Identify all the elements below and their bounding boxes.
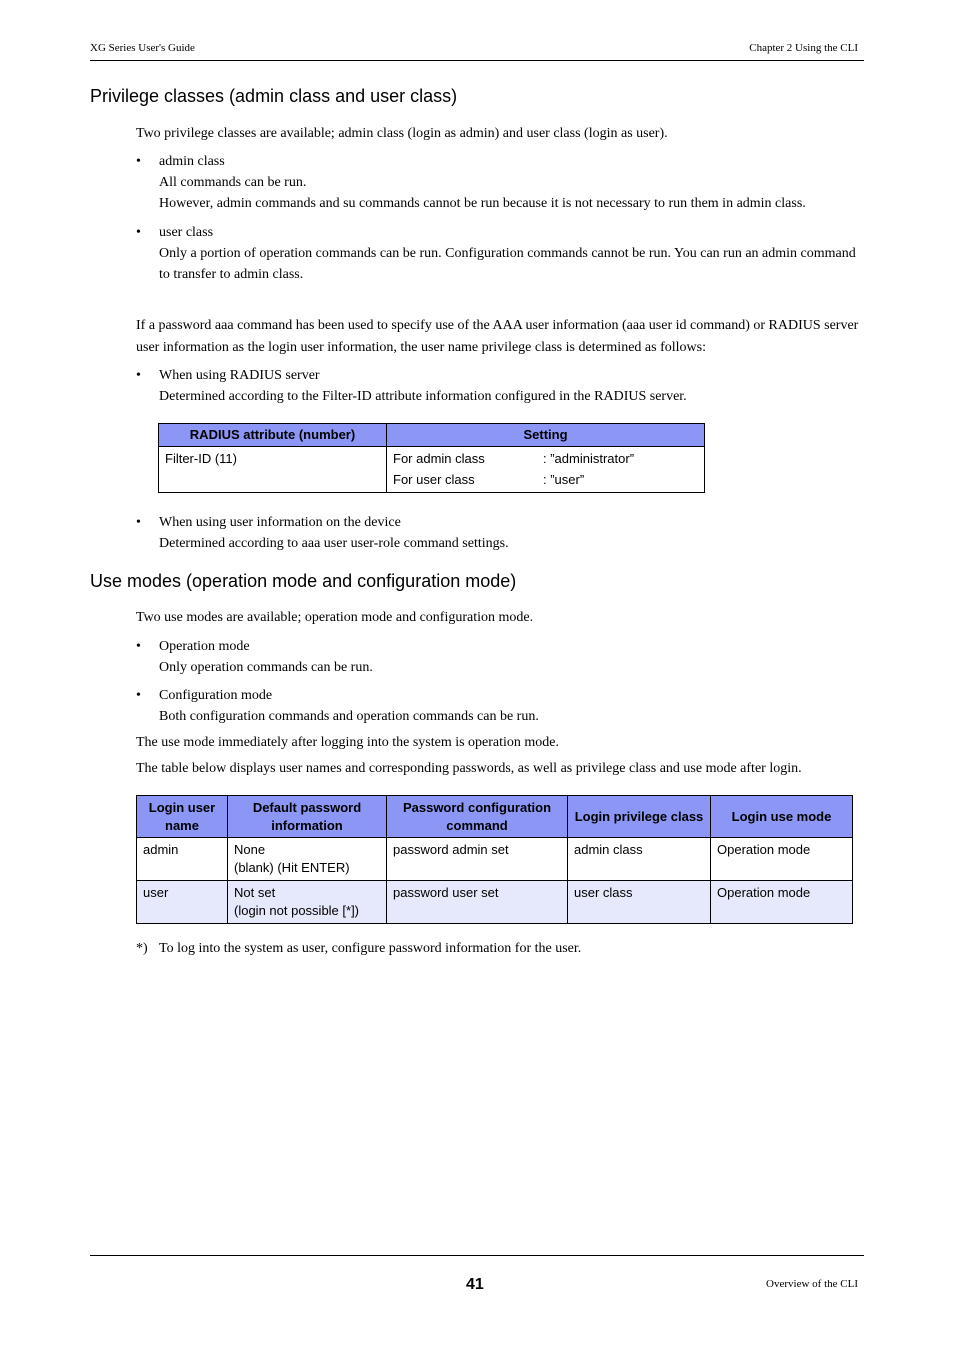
table-row <box>159 447 705 493</box>
column-header: Login user name <box>137 796 228 838</box>
use-mode-after-login-paragraph: The use mode immediately after logging into the system is operation mode. <box>136 735 560 750</box>
privilege-intro-paragraph: Two privilege classes are available; admin class (login as admin) and user class (login as user). <box>136 126 668 141</box>
setting-label: For admin class <box>393 451 485 466</box>
bullet-dot: • <box>136 515 141 530</box>
bullet-dot: • <box>136 154 141 169</box>
bullet-line: All commands can be run. <box>159 175 307 190</box>
footer-rule <box>90 1255 864 1256</box>
page-number: 41 <box>466 1276 484 1293</box>
header-chapter-title: Chapter 2 Using the CLI <box>749 42 858 54</box>
radius-attribute-cell: Filter-ID (11) <box>159 447 387 493</box>
login-user-cell: admin <box>137 838 228 881</box>
column-header: Login use mode <box>711 796 853 838</box>
footer-section-title: Overview of the CLI <box>766 1278 858 1290</box>
default-password-cell <box>228 881 387 924</box>
password-command-cell: password user set <box>387 881 568 924</box>
table-row <box>137 881 853 924</box>
use-mode-cell: Operation mode <box>711 838 853 881</box>
footnote-text: To log into the system as user, configure password information for the user. <box>159 941 582 956</box>
setting-value: : ”administrator” <box>543 451 635 466</box>
bullet-dot: • <box>136 688 141 703</box>
login-user-table <box>136 795 853 924</box>
password-command-cell: password admin set <box>387 838 568 881</box>
bullet-line: Only operation commands can be run. <box>159 660 373 675</box>
column-header: RADIUS attribute (number) <box>159 424 387 447</box>
bullet-device-user-info <box>136 512 864 554</box>
aaa-radius-paragraph: If a password aaa command has been used to specify use of the AAA user information (aaa user id command) or RADIUS server user information as the login user information, the user name privilege class is determined as follows: <box>136 318 859 355</box>
footnote <box>136 938 582 960</box>
bullet-title: Operation mode <box>159 639 250 654</box>
column-header: Password configuration command <box>387 796 568 838</box>
privilege-class-cell: user class <box>568 881 711 924</box>
setting-line-user <box>393 471 698 489</box>
setting-label: For user class <box>393 472 475 487</box>
radius-setting-cell <box>387 447 705 493</box>
column-header: Login privilege class <box>568 796 711 838</box>
default-password-line: (login not possible [*]) <box>234 903 360 918</box>
bullet-title: When using RADIUS server <box>159 368 320 383</box>
bullet-title: admin class <box>159 154 225 169</box>
section-heading-use-modes: Use modes (operation mode and configuration mode) <box>90 571 517 591</box>
setting-value: : ”user” <box>543 472 585 487</box>
bullet-operation-mode <box>136 636 864 678</box>
bullet-dot: • <box>136 225 141 240</box>
bullet-line: Determined according to aaa user user-role command settings. <box>159 536 509 551</box>
bullet-dot: • <box>136 368 141 383</box>
bullet-radius-server <box>136 365 864 407</box>
bullet-line: Determined according to the Filter-ID attribute information configured in the RADIUS server. <box>159 389 687 404</box>
bullet-line: Only a portion of operation commands can be run. Configuration commands cannot be run. You can run an admin command to transfer to admin class. <box>159 246 856 282</box>
bullet-admin-class <box>136 151 864 214</box>
bullet-title: user class <box>159 225 214 240</box>
section-heading-privilege-classes: Privilege classes (admin class and user class) <box>90 86 458 106</box>
column-header: Setting <box>387 424 705 447</box>
default-password-cell <box>228 838 387 881</box>
default-password-line: Not set <box>234 885 276 900</box>
header-rule <box>90 60 864 61</box>
use-mode-cell: Operation mode <box>711 881 853 924</box>
bullet-title: When using user information on the device <box>159 515 401 530</box>
footnote-marker: *) <box>136 941 148 956</box>
default-password-line: None <box>234 842 266 857</box>
table-header-row <box>159 424 705 447</box>
bullet-configuration-mode <box>136 685 864 727</box>
setting-line-admin <box>393 450 698 468</box>
header-guide-title: XG Series User's Guide <box>90 42 195 54</box>
bullet-dot: • <box>136 639 141 654</box>
bullet-line: However, admin commands and su commands cannot be run because it is not necessary to run them in admin class. <box>159 196 806 211</box>
privilege-class-cell: admin class <box>568 838 711 881</box>
default-password-line: (blank) (Hit ENTER) <box>234 860 350 875</box>
table-row <box>137 838 853 881</box>
column-header: Default password information <box>228 796 387 838</box>
table-header-row <box>137 796 853 838</box>
bullet-line: Both configuration commands and operation commands can be run. <box>159 709 539 724</box>
radius-attribute-table <box>158 423 705 493</box>
login-table-intro-paragraph: The table below displays user names and corresponding passwords, as well as privilege class and use mode after login. <box>136 761 802 776</box>
bullet-title: Configuration mode <box>159 688 273 703</box>
bullet-user-class <box>136 222 864 285</box>
login-user-cell: user <box>137 881 228 924</box>
use-modes-intro-paragraph: Two use modes are available; operation mode and configuration mode. <box>136 610 534 625</box>
